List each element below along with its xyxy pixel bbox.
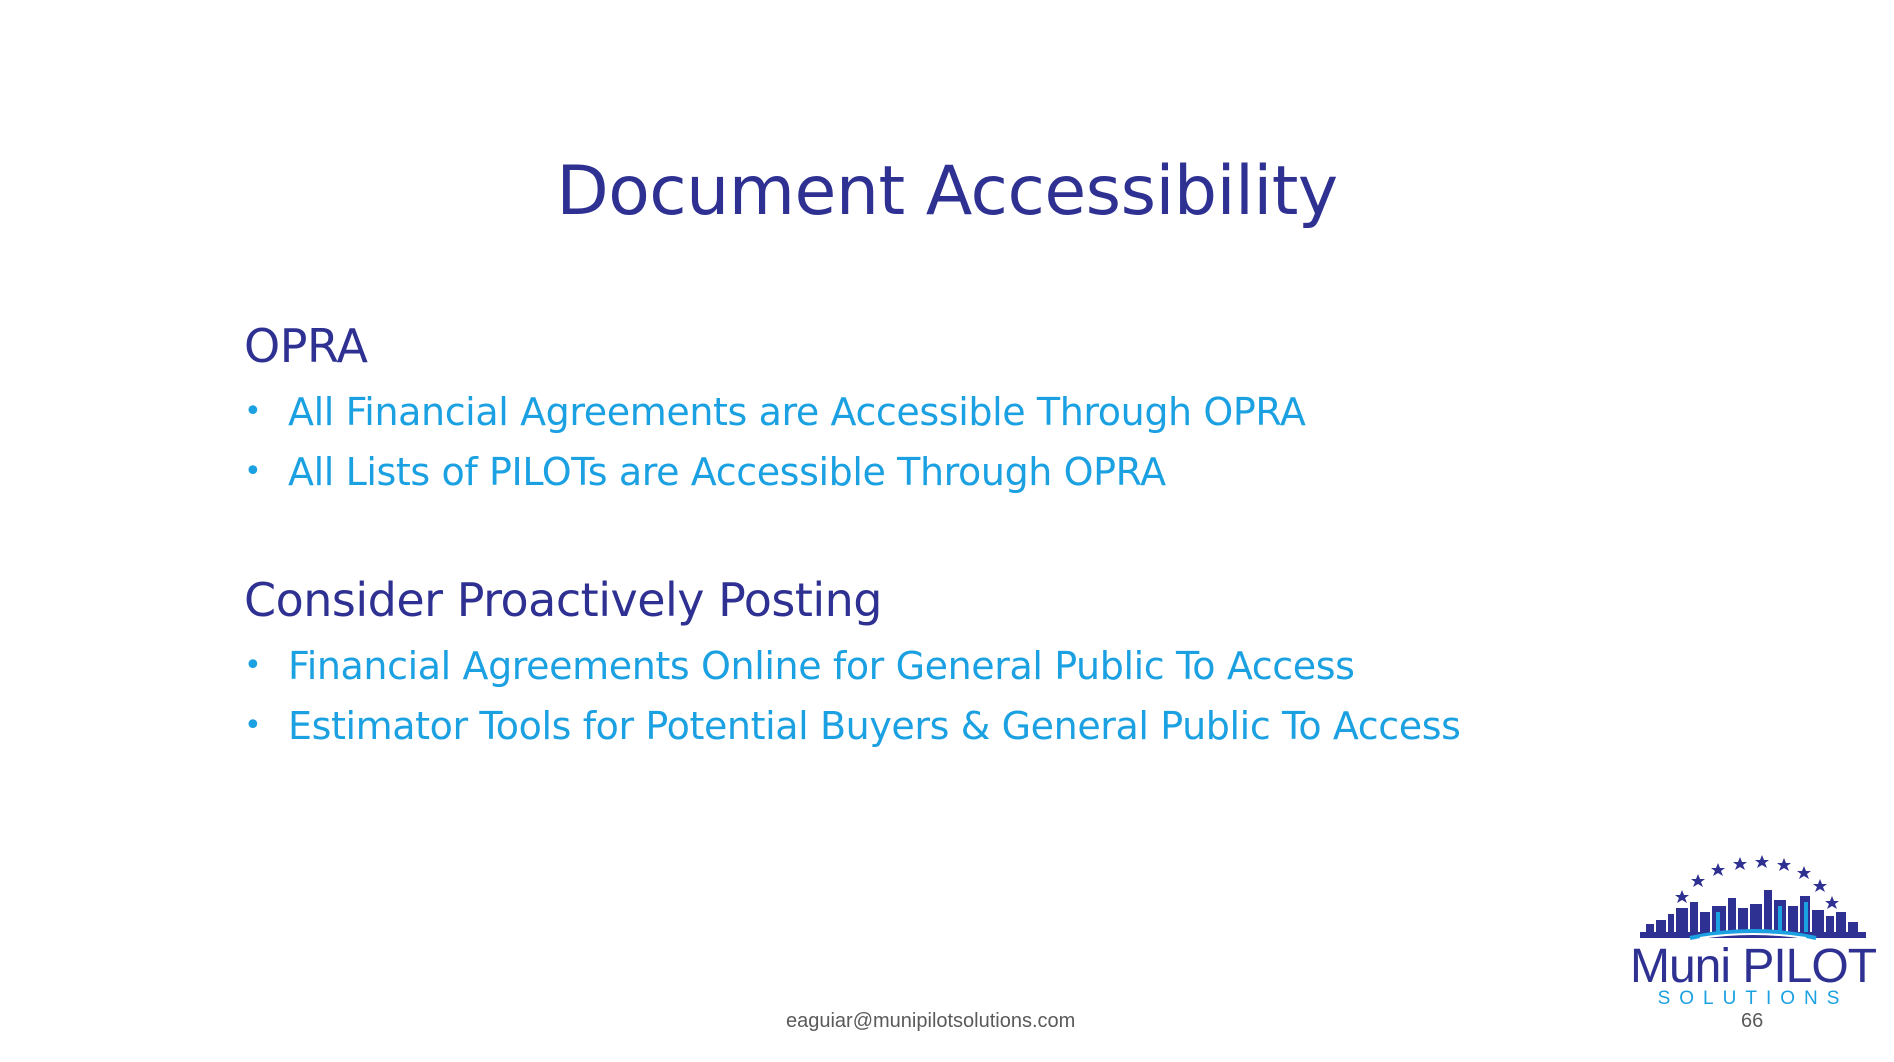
footer-email: eaguiar@munipilotsolutions.com — [786, 1010, 1076, 1032]
section-heading: Consider Proactively Posting — [244, 573, 882, 627]
bullet-icon: • — [244, 394, 262, 429]
bullet-item — [244, 696, 1644, 756]
slide-number: 66 — [1741, 1010, 1764, 1032]
logo-name: Muni PILOT — [1629, 940, 1877, 993]
section-opra — [244, 318, 1644, 502]
bullet-item — [244, 636, 1644, 696]
section-heading: OPRA — [244, 319, 368, 373]
city-skyline-stars-logo-icon — [1620, 842, 1886, 952]
slide-title: Document Accessibility — [556, 152, 1338, 231]
bullet-item — [244, 442, 1644, 502]
bullet-text: All Financial Agreements are Accessible Through OPRA — [288, 390, 1306, 434]
company-logo — [1620, 842, 1886, 1012]
bullet-list — [244, 636, 1644, 756]
bullet-text: Financial Agreements Online for General Public To Access — [288, 644, 1355, 688]
bullet-list — [244, 382, 1644, 502]
bullet-icon: • — [244, 454, 262, 489]
logo-subtitle: SOLUTIONS — [1657, 988, 1849, 1009]
section-proactive-posting — [244, 572, 1644, 756]
bullet-icon: • — [244, 648, 262, 683]
bullet-icon: • — [244, 708, 262, 743]
bullet-text: All Lists of PILOTs are Accessible Through OPRA — [288, 450, 1166, 494]
slide-content — [244, 318, 1644, 756]
bullet-item — [244, 382, 1644, 442]
bullet-text: Estimator Tools for Potential Buyers & General Public To Access — [288, 704, 1461, 748]
